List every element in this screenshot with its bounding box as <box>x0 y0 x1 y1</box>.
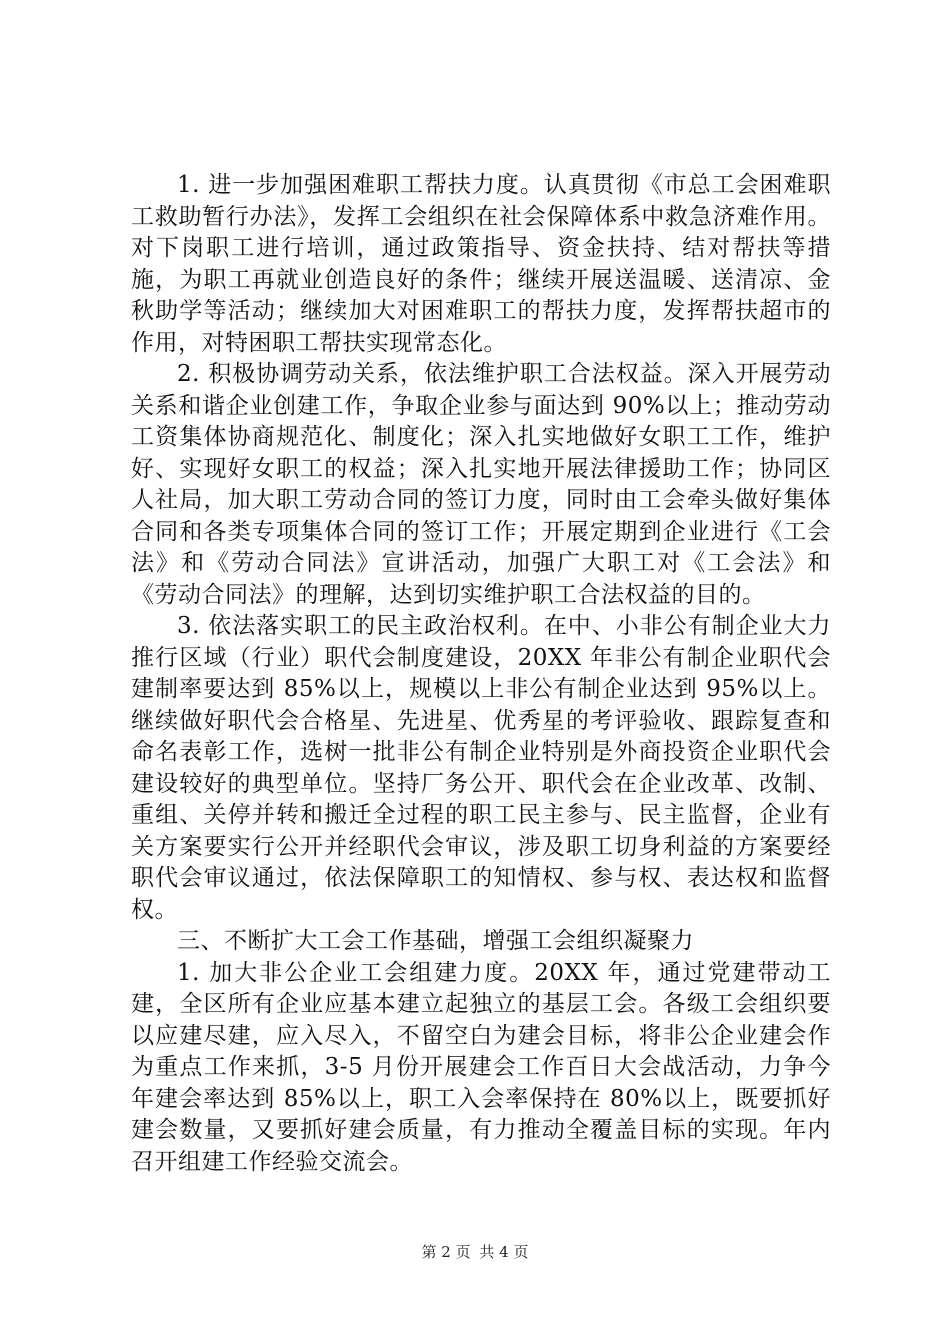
page-footer <box>0 1242 950 1262</box>
page-total: 共 4 页 <box>479 1243 529 1261</box>
document-body <box>131 170 831 1178</box>
paragraph-democratic-rights: 3. 依法落实职工的民主政治权利。在中、小非公有制企业大力推行区域（行业）职代会制度建设，20XX 年非公有制企业职代会建制率要达到 85%以上，规模以上非公有制企业达到 95%以上。继续做好职代会合格星、先进星、优秀星的考评验收、跟踪复查和命名表彰工作，选树一批非公有制企业特别是外商投资企业职代会建设较好的典型单位。坚持厂务公开、职代会在企业改革、改制、重组、关停并转和搬迁全过程的职工民主参与、民主监督，企业有关方案要实行公开并经职代会审议，涉及职工切身利益的方案要经职代会审议通过，依法保障职工的知情权、参与权、表达权和监督权。 <box>131 613 831 923</box>
paragraph-labor-relations: 2. 积极协调劳动关系，依法维护职工合法权益。深入开展劳动关系和谐企业创建工作，争取企业参与面达到 90%以上；推动劳动工资集体协商规范化、制度化；深入扎实地做好女职工工作，维护好、实现好女职工的权益；深入扎实地开展法律援助工作；协同区人社局，加大职工劳动合同的签订力度，同时由工会牵头做好集体合同和各类专项集体合同的签订工作；开展定期到企业进行《工会法》和《劳动合同法》宣讲活动，加强广大职工对《工会法》和《劳动合同法》的理解，达到切实维护职工合法权益的目的。 <box>131 361 831 608</box>
paragraph-hardship-assistance: 1. 进一步加强困难职工帮扶力度。认真贯彻《市总工会困难职工救助暂行办法》，发挥工会组织在社会保障体系中救急济难作用。对下岗职工进行培训，通过政策指导、资金扶持、结对帮扶等措施，为职工再就业创造良好的条件；继续开展送温暖、送清凉、金秋助学等活动；继续加大对困难职工的帮扶力度，发挥帮扶超市的作用，对特困职工帮扶实现常态化。 <box>131 172 831 356</box>
section-heading: 三、不断扩大工会工作基础，增强工会组织凝聚力 <box>177 928 694 954</box>
paragraph-union-establishment: 1. 加大非公企业工会组建力度。20XX 年，通过党建带动工建，全区所有企业应基本建立起独立的基层工会。各级工会组织要以应建尽建，应入尽入，不留空白为建会目标，将非公企业建会作为重点工作来抓，3-5 月份开展建会工作百日大会战活动，力争今年建会率达到 85%以上，职工入会率保持在 80%以上，既要抓好建会数量，又要抓好建会质量，有力推动全覆盖目标的实现。年内召开组建工作经验交流会。 <box>131 959 831 1175</box>
page-number: 第 2 页 <box>421 1243 471 1261</box>
